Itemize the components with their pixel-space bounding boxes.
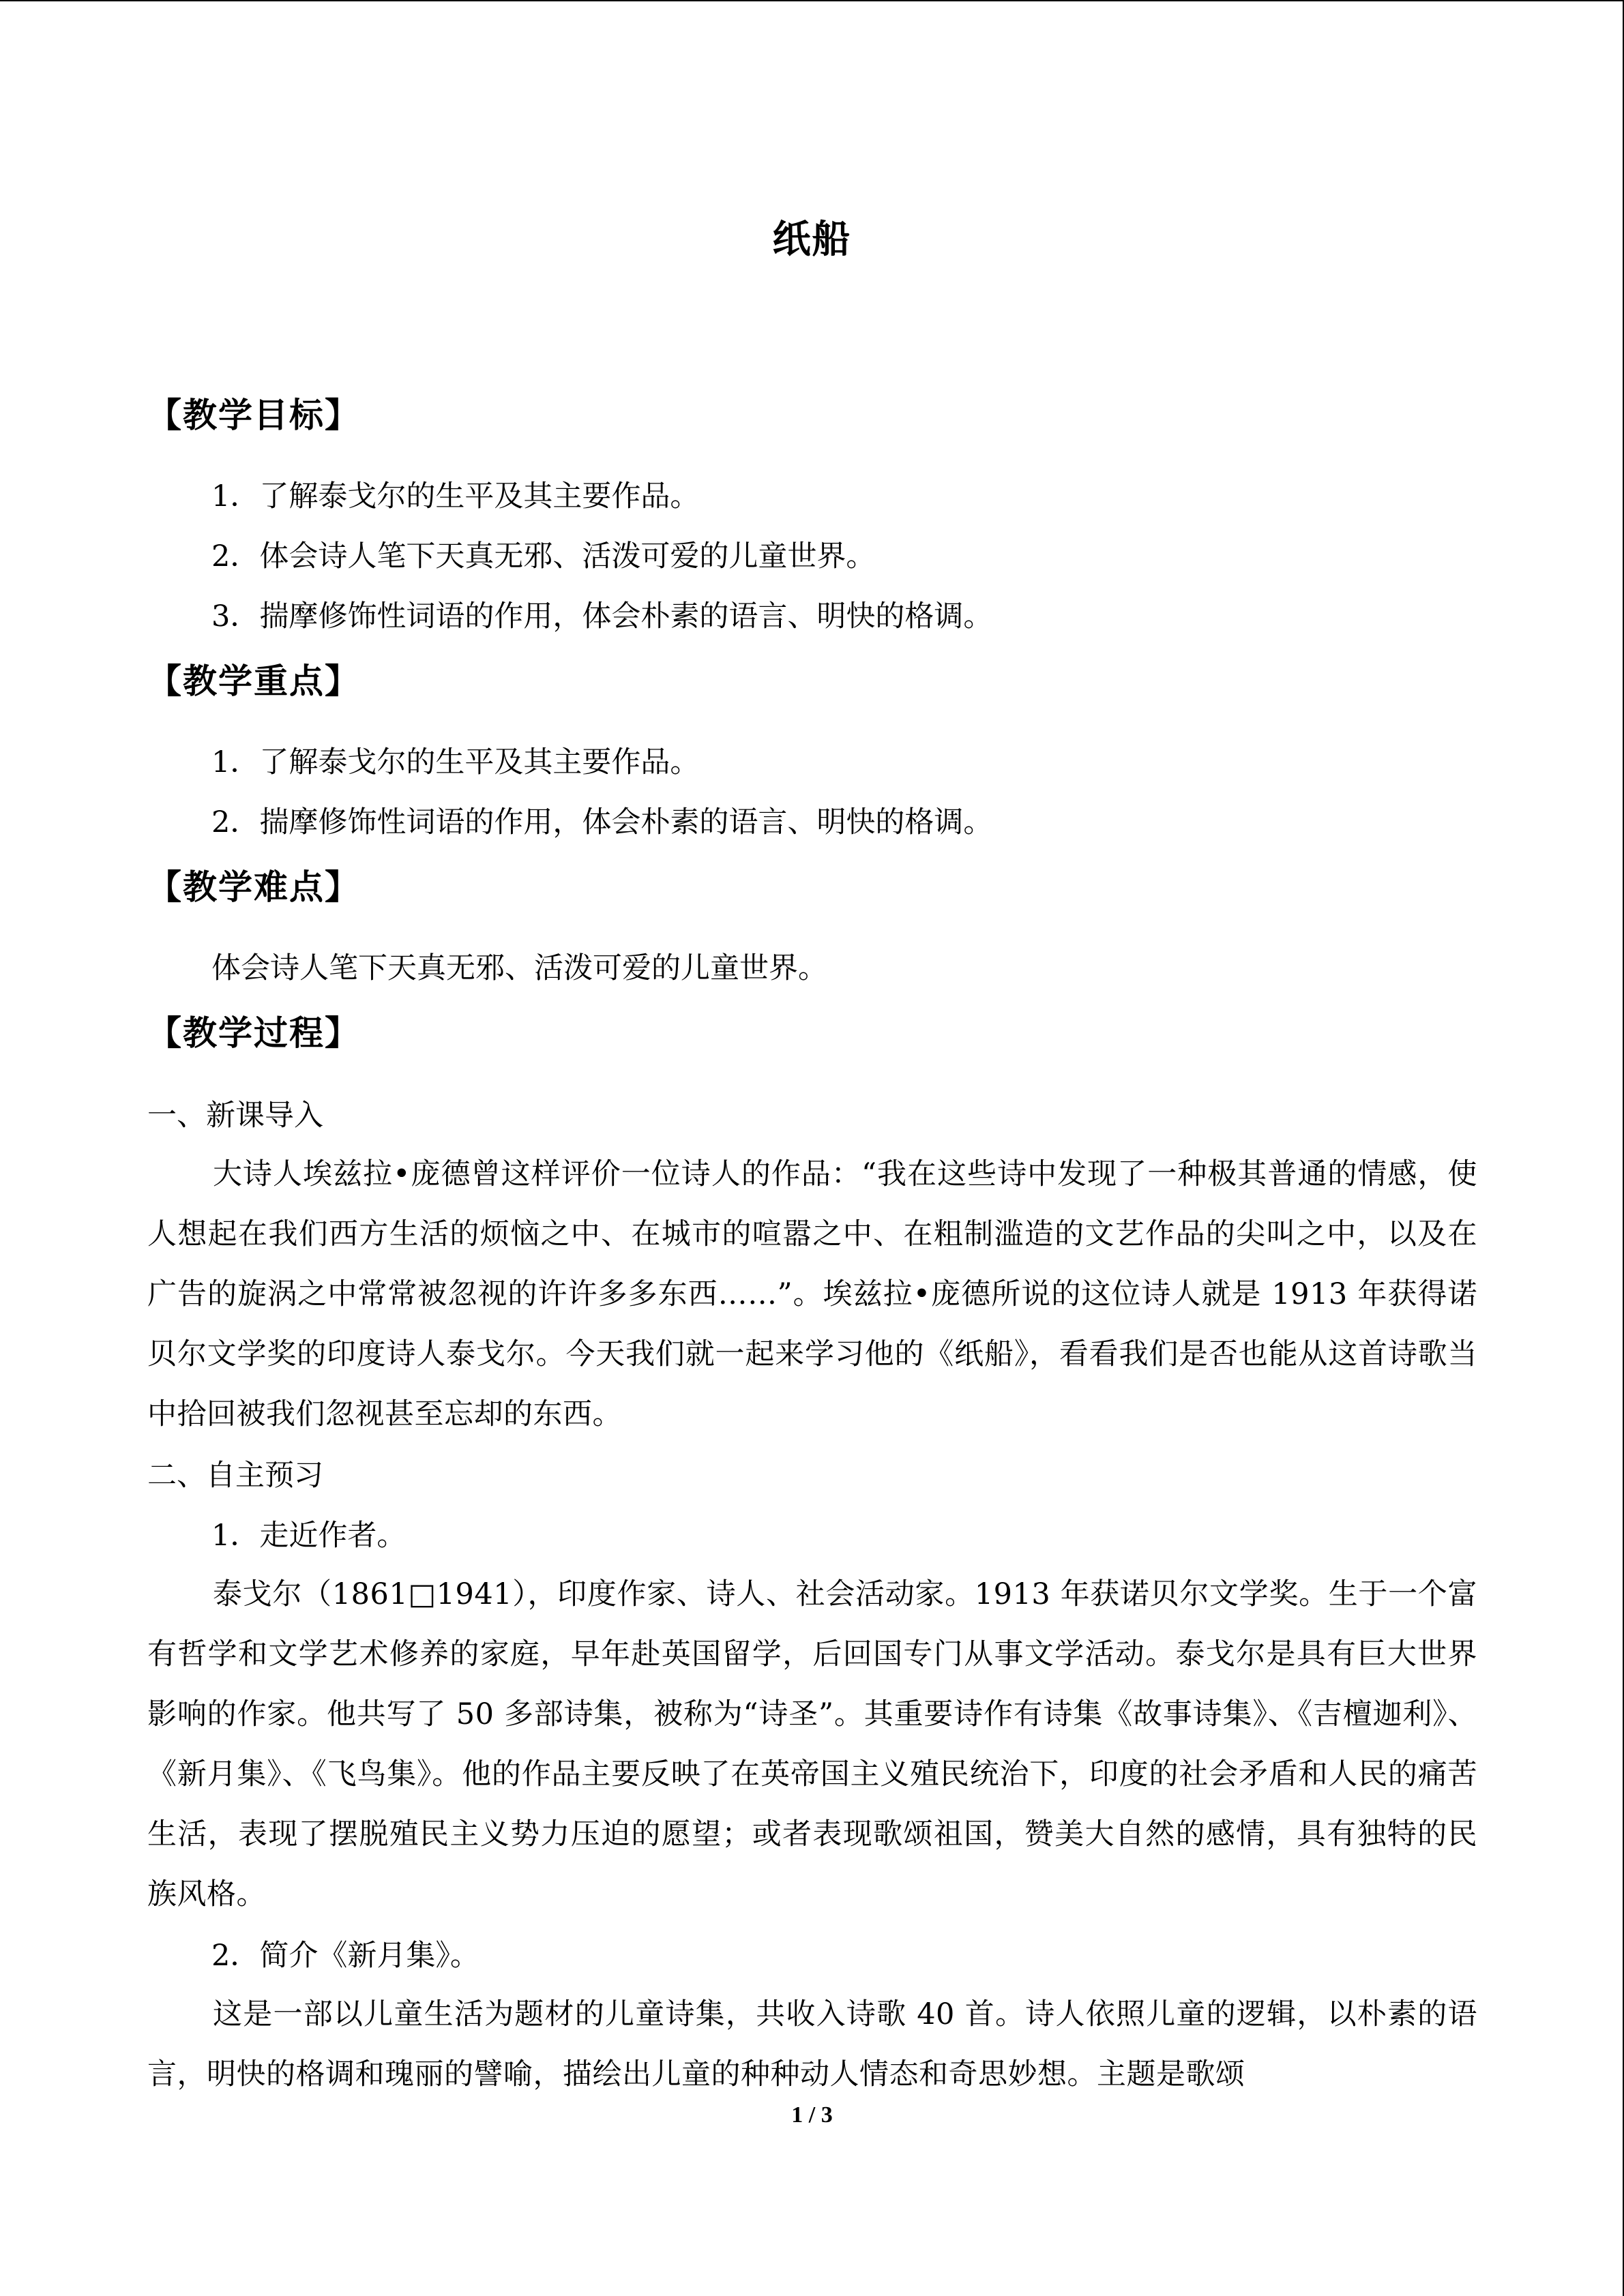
part2-title: 二、自主预习 [147,1459,323,1493]
sub1-title: 1．走近作者。 [211,1519,407,1553]
key-point-item-2: 2．揣摩修饰性词语的作用，体会朴素的语言、明快的格调。 [211,805,993,839]
part1-paragraph: 大诗人埃兹拉•庞德曾这样评价一位诗人的作品：“我在这些诗中发现了一种极其普通的情感，使人想起在我们西方生活的烦恼之中、在城市的喧嚣之中、在粗制滥造的文艺作品的尖叫之中，以及在广告的旋涡之中常常被忽视的许许多多东西……”。埃兹拉•庞德所说的这位诗人就是 1913 年获得诺贝尔文学奖的印度诗人泰戈尔。今天我们就一起来学习他的《纸船》，看看我们是否也能从这首诗歌当中拾回被我们忽视甚至忘却的东西。 [147,1157,1477,1431]
goal-item-3: 3．揣摩修饰性词语的作用，体会朴素的语言、明快的格调。 [211,599,993,633]
process-heading: 【教学过程】 [147,1013,360,1053]
key-point-item-1: 1．了解泰戈尔的生平及其主要作品。 [211,745,700,779]
page-number: 1 / 3 [791,2102,833,2128]
goal-item-1: 1．了解泰戈尔的生平及其主要作品。 [211,479,700,513]
goals-heading: 【教学目标】 [147,396,360,435]
sub2-title: 2．简介《新月集》。 [211,1939,479,1973]
difficulties-heading: 【教学难点】 [147,867,360,907]
part1-title: 一、新课导入 [147,1099,323,1133]
difficulties-text: 体会诗人笔下天真无邪、活泼可爱的儿童世界。 [211,951,827,985]
page-title: 纸船 [772,218,852,262]
sub2-paragraph: 这是一部以儿童生活为题材的儿童诗集，共收入诗歌 40 首。诗人依照儿童的逻辑，以朴素的语言，明快的格调和瑰丽的譬喻，描绘出儿童的种种动人情态和奇思妙想。主题是歌颂 [147,1997,1477,2091]
key-points-heading: 【教学重点】 [147,661,360,701]
sub1-paragraph: 泰戈尔（1861□1941），印度作家、诗人、社会活动家。1913 年获诺贝尔文学奖。生于一个富有哲学和文学艺术修养的家庭，早年赴英国留学，后回国专门从事文学活动。泰戈尔是具有巨大世界影响的作家。他共写了 50 多部诗集，被称为“诗圣”。其重要诗作有诗集《故事诗集》、《吉檀迦利》、《新月集》、《飞鸟集》。他的作品主要反映了在英帝国主义殖民统治下，印度的社会矛盾和人民的痛苦生活，表现了摆脱殖民主义势力压迫的愿望；或者表现歌颂祖国，赞美大自然的感情，具有独特的民族风格。 [147,1577,1477,1911]
goal-item-2: 2．体会诗人笔下天真无邪、活泼可爱的儿童世界。 [211,539,876,573]
